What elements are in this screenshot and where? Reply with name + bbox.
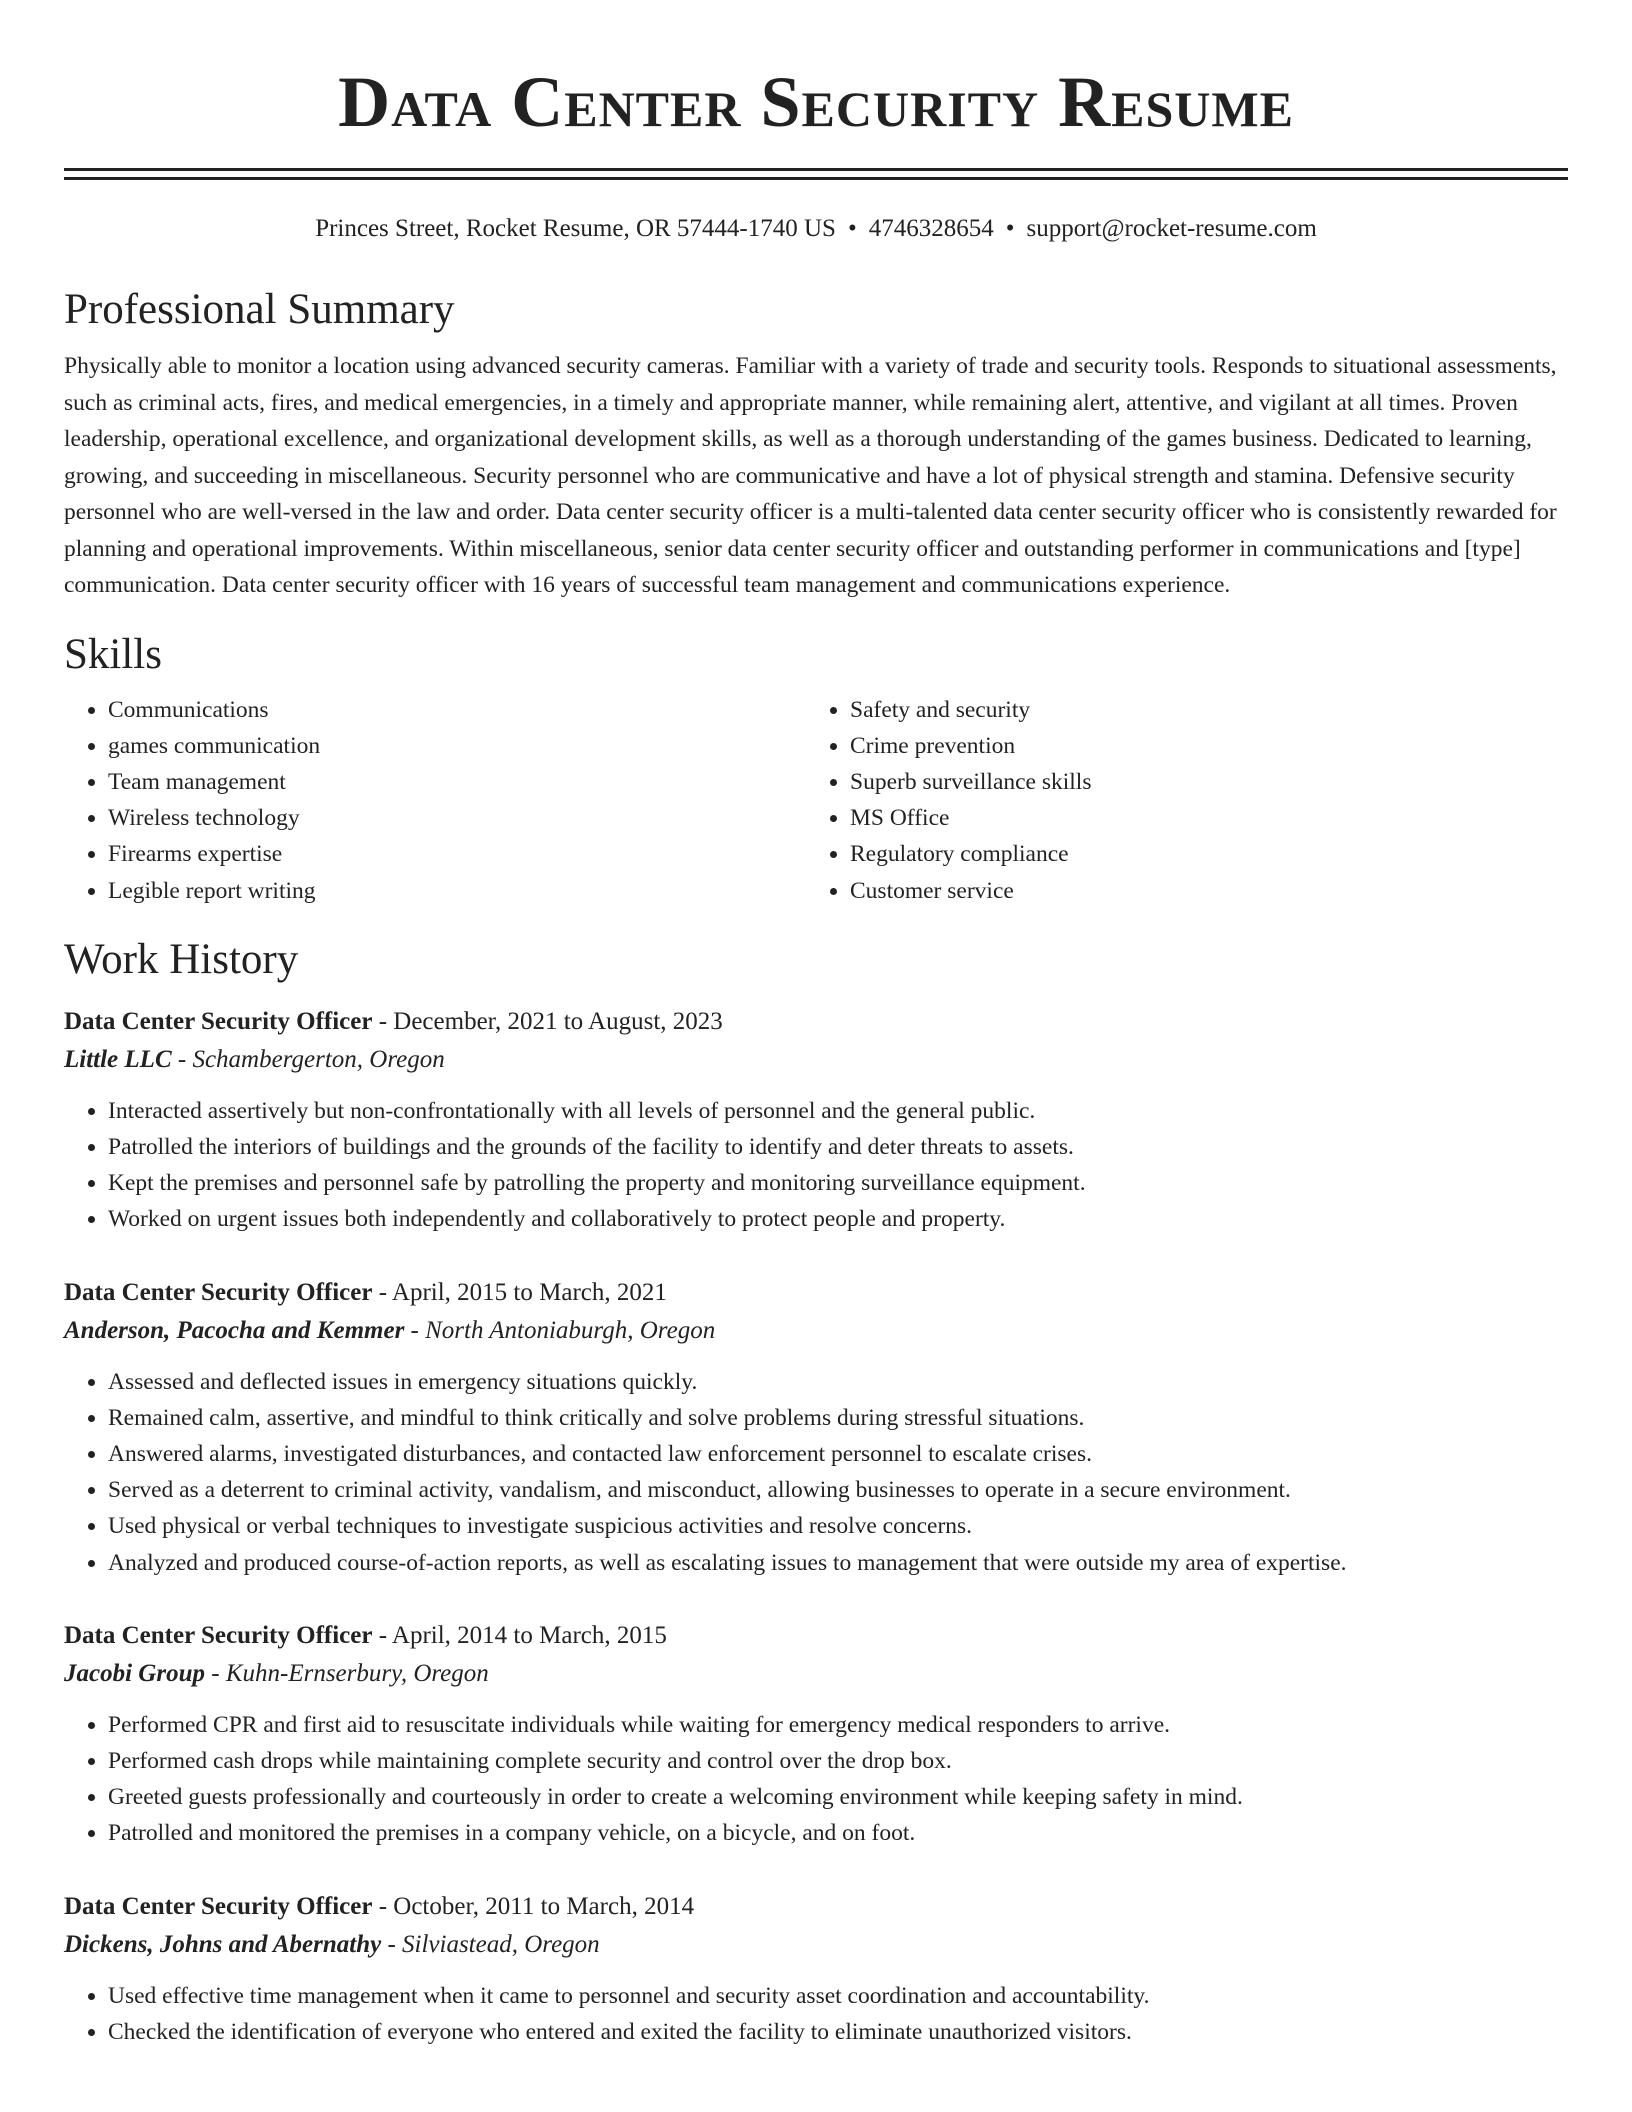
job-company: Dickens, Johns and Abernathy <box>64 1930 382 1958</box>
job-dates: April, 2015 to March, 2021 <box>391 1278 667 1306</box>
job-bullets <box>64 1093 1568 1238</box>
job-location: North Antoniaburgh, Oregon <box>425 1316 716 1344</box>
skill-item: • Firearms expertise <box>108 836 806 872</box>
work-history-heading: Work History <box>64 935 299 983</box>
skill-item: • Customer service <box>850 873 1568 909</box>
job-title-line: Data Center Security Officer - October, 2011 to March, 2014 <box>64 1892 695 1920</box>
job-bullet: • Answered alarms, investigated disturbances, and contacted law enforcement personnel to escalate crises. <box>108 1436 1568 1472</box>
job-dates: October, 2011 to March, 2014 <box>393 1892 695 1920</box>
job-bullet: • Used physical or verbal techniques to investigate suspicious activities and resolve concerns. <box>108 1508 1568 1544</box>
job-bullet: • Greeted guests professionally and courteously in order to create a welcoming environment while keeping safety in mind. <box>108 1779 1568 1815</box>
contact-address: Princes Street, Rocket Resume, OR 57444-1740 US <box>315 215 836 242</box>
job-bullet: • Performed cash drops while maintaining complete security and control over the drop box. <box>108 1743 1568 1779</box>
skill-item: • MS Office <box>850 800 1568 836</box>
job-location: Schambergerton, Oregon <box>192 1045 445 1073</box>
job-company-line: Little LLC - Schambergerton, Oregon <box>64 1045 445 1073</box>
job-bullet: • Kept the premises and personnel safe by patrolling the property and monitoring surveillance equipment. <box>108 1165 1568 1201</box>
job-bullet: • Served as a deterrent to criminal activity, vandalism, and misconduct, allowing businesses to operate in a secure environment. <box>108 1472 1568 1508</box>
job-entry <box>64 1003 1568 1238</box>
job-title-line: Data Center Security Officer - December, 2021 to August, 2023 <box>64 1007 723 1035</box>
skill-item: • Wireless technology <box>108 800 806 836</box>
job-location: Silviastead, Oregon <box>402 1930 600 1958</box>
job-title-line: Data Center Security Officer - April, 2014 to March, 2015 <box>64 1621 667 1649</box>
skill-item: • Crime prevention <box>850 728 1568 764</box>
resume-page <box>64 0 1568 2050</box>
skill-item: • games communication <box>108 728 806 764</box>
job-bullets <box>64 1364 1568 1581</box>
job-bullet: • Interacted assertively but non-confrontationally with all levels of personnel and the general public. <box>108 1093 1568 1129</box>
job-title: Data Center Security Officer <box>64 1007 373 1035</box>
job-bullet: • Assessed and deflected issues in emergency situations quickly. <box>108 1364 1568 1400</box>
job-location: Kuhn-Ernserbury, Oregon <box>225 1659 489 1687</box>
job-bullets <box>64 1978 1568 2050</box>
job-title: Data Center Security Officer <box>64 1621 373 1649</box>
job-bullet: • Analyzed and produced course-of-action reports, as well as escalating issues to management that were outside my area of expertise. <box>108 1545 1568 1581</box>
skills-list-right <box>806 692 1568 909</box>
summary-heading: Professional Summary <box>64 286 455 333</box>
job-bullet: • Used effective time management when it came to personnel and security asset coordination and accountability. <box>108 1978 1568 2014</box>
skill-item: • Legible report writing <box>108 873 806 909</box>
job-title-line: Data Center Security Officer - April, 2015 to March, 2021 <box>64 1278 667 1306</box>
skills-list-left <box>64 692 806 909</box>
job-bullet: • Remained calm, assertive, and mindful to think critically and solve problems during stressful situations. <box>108 1400 1568 1436</box>
header-divider-top <box>64 168 1568 171</box>
skill-item: • Team management <box>108 764 806 800</box>
resume-title: Data Center Security Resume <box>338 62 1294 142</box>
contact-separator: • <box>1005 215 1015 242</box>
skill-item: • Regulatory compliance <box>850 836 1568 872</box>
job-entry <box>64 1617 1568 1852</box>
job-entry <box>64 1888 1568 2050</box>
job-company: Jacobi Group <box>64 1659 205 1687</box>
job-dates: December, 2021 to August, 2023 <box>393 1007 723 1035</box>
job-entry <box>64 1274 1568 1581</box>
contact-line <box>64 213 1568 245</box>
job-company: Anderson, Pacocha and Kemmer <box>64 1316 405 1344</box>
contact-phone: 4746328654 <box>868 215 994 242</box>
job-bullets <box>64 1707 1568 1852</box>
skills-heading: Skills <box>64 630 162 678</box>
contact-separator: • <box>847 215 857 242</box>
header-divider-bottom <box>64 177 1568 180</box>
job-bullet: • Performed CPR and first aid to resuscitate individuals while waiting for emergency medical responders to arrive. <box>108 1707 1568 1743</box>
skill-item: • Safety and security <box>850 692 1568 728</box>
skill-item: • Communications <box>108 692 806 728</box>
skill-item: • Superb surveillance skills <box>850 764 1568 800</box>
job-company-line: Dickens, Johns and Abernathy - Silviastead, Oregon <box>64 1930 600 1958</box>
job-bullet: • Patrolled and monitored the premises in a company vehicle, on a bicycle, and on foot. <box>108 1815 1568 1851</box>
job-company-line: Jacobi Group - Kuhn-Ernserbury, Oregon <box>64 1659 489 1687</box>
job-dates: April, 2014 to March, 2015 <box>391 1621 667 1649</box>
job-company: Little LLC <box>64 1045 172 1073</box>
job-bullet: • Patrolled the interiors of buildings and the grounds of the facility to identify and deter threats to assets. <box>108 1129 1568 1165</box>
job-title: Data Center Security Officer <box>64 1892 373 1920</box>
job-bullet: • Worked on urgent issues both independently and collaboratively to protect people and property. <box>108 1201 1568 1237</box>
skills-columns <box>64 692 1568 909</box>
job-title: Data Center Security Officer <box>64 1278 373 1306</box>
job-bullet: • Checked the identification of everyone who entered and exited the facility to eliminate unauthorized visitors. <box>108 2014 1568 2050</box>
summary-text: Physically able to monitor a location using advanced security cameras. Familiar with a variety of trade and security tools. Responds to situational assessments, such as criminal acts, fires, and medical emergencies, in a timely and appropriate manner, while remaining alert, attentive, and vigilant at all times. Proven leadership, operational excellence, and organizational development skills, as well as a thorough understanding of the games business. Dedicated to learning, growing, and succeeding in miscellaneous. Security personnel who are communicative and have a lot of physical strength and stamina. Defensive security personnel who are well-versed in the law and order. Data center security officer is a multi-talented data center security officer who is consistently rewarded for planning and operational improvements. Within miscellaneous, senior data center security officer and outstanding performer in communications and [type] communication. Data center security officer with 16 years of successful team management and communications experience. <box>64 353 1557 598</box>
contact-email: support@rocket-resume.com <box>1026 215 1317 242</box>
job-company-line: Anderson, Pacocha and Kemmer - North Antoniaburgh, Oregon <box>64 1316 716 1344</box>
